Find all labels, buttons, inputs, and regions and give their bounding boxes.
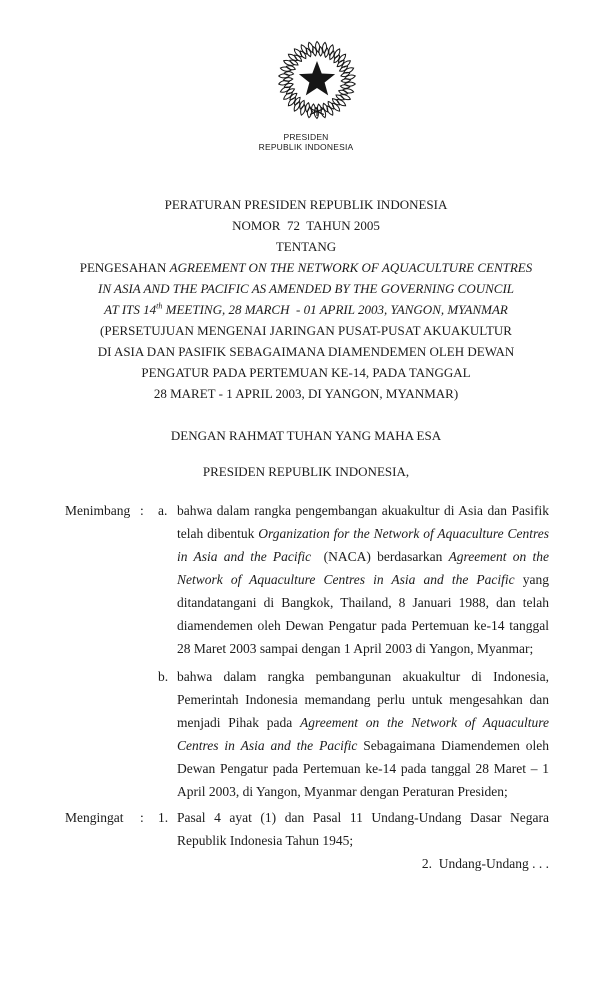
legal-basis-text-1: Pasal 4 ayat (1) dan Pasal 11 Undang-Undang Dasar Negara Republik Indonesia Tahun 1945; bbox=[177, 810, 549, 848]
subject-line-3 bbox=[0, 299, 612, 320]
subject-line-5: DI ASIA DAN PASIFIK SEBAGAIMANA DIAMENDEMEN OLEH DEWAN bbox=[97, 344, 515, 359]
regulation-title: PERATURAN PRESIDEN REPUBLIK INDONESIA bbox=[164, 197, 448, 212]
invocation-line: DENGAN RAHMAT TUHAN YANG MAHA ESA bbox=[170, 428, 442, 443]
mengingat-items bbox=[158, 806, 549, 852]
text-segment: bahwa dalam rangka pembangunan akuakultur di Indonesia, Pemerintah Indonesia memandang perlu untuk mengesahkan dan menjadi Pihak pada bbox=[177, 669, 549, 730]
menimbang-label: Menimbang bbox=[65, 503, 131, 518]
text-segment: yang ditandatangani di Bangkok, Thailand, 8 Januari 1988, dan telah diamendemen oleh Dewan Pengatur pada Pertemuan ke-14 tanggal 28 Maret 2003 sampai dengan 1 April 2003 di Yangon, Myanmar; bbox=[177, 572, 550, 656]
tentang-label: TENTANG bbox=[275, 239, 337, 254]
text-segment: (NACA) berdasarkan bbox=[311, 549, 449, 564]
item-marker: a. bbox=[158, 503, 168, 518]
legal-basis-item-1 bbox=[158, 806, 549, 852]
subject-line-1 bbox=[0, 257, 612, 278]
letterhead bbox=[0, 0, 612, 152]
mengingat-label: Mengingat bbox=[65, 810, 124, 825]
document-heading bbox=[0, 194, 612, 404]
consideration-text-a bbox=[177, 499, 549, 660]
star-icon bbox=[299, 61, 335, 95]
subject-italic: MEETING, 28 MARCH - 01 APRIL 2003, YANGON, MYANMAR bbox=[162, 302, 508, 317]
subject-plain: PENGESAHAN bbox=[79, 260, 170, 275]
seal-caption-line1: PRESIDEN bbox=[283, 132, 329, 142]
subject-italic: AGREEMENT ON THE NETWORK OF AQUACULTURE CENTRES bbox=[169, 260, 533, 275]
consideration-item-b bbox=[158, 665, 549, 803]
item-marker: b. bbox=[158, 669, 169, 684]
seal-caption bbox=[0, 132, 612, 152]
menimbang-section bbox=[65, 499, 549, 803]
presidential-star-seal bbox=[277, 40, 357, 120]
menimbang-items bbox=[158, 499, 549, 803]
ordinal-superscript: th bbox=[156, 301, 163, 311]
text-segment-italic: Agreement on the Network of Aquaculture Centres in Asia and the Pacific bbox=[177, 549, 549, 587]
subject-line-2: IN ASIA AND THE PACIFIC AS AMENDED BY THE GOVERNING COUNCIL bbox=[97, 281, 515, 296]
mengingat-section bbox=[65, 806, 549, 852]
authority-line: PRESIDEN REPUBLIK INDONESIA, bbox=[202, 464, 410, 479]
menimbang-colon: : bbox=[140, 503, 144, 518]
consideration-text-b bbox=[177, 665, 549, 803]
subject-italic: AT ITS 14 bbox=[104, 302, 157, 317]
regulation-number: NOMOR 72 TAHUN 2005 bbox=[232, 218, 380, 233]
catchword: 2. Undang-Undang . . . bbox=[421, 856, 549, 871]
text-segment-italic: Agreement on the Network of Aquaculture Centres in Asia and the Pacific bbox=[177, 715, 549, 753]
text-segment: Sebagaimana Diamendemen oleh Dewan Pengatur pada Pertemuan ke-14 pada tanggal 28 Maret – 1 April 2003, di Yangon, Myanmar dengan Peraturan Presiden; bbox=[177, 738, 549, 799]
text-segment: bahwa dalam rangka pengembangan akuakultur di Asia dan Pasifik telah dibentuk bbox=[177, 503, 549, 541]
subject-line-4: (PERSETUJUAN MENGENAI JARINGAN PUSAT-PUSAT AKUAKULTUR bbox=[100, 323, 512, 338]
subject-line-6: PENGATUR PADA PERTEMUAN KE-14, PADA TANGGAL bbox=[141, 365, 471, 380]
mengingat-colon: : bbox=[140, 810, 144, 825]
text-segment-italic: Organization for the Network of Aquaculture Centres in Asia and the Pacific bbox=[177, 526, 549, 564]
consideration-item-a bbox=[158, 499, 549, 660]
subject-line-7: 28 MARET - 1 APRIL 2003, DI YANGON, MYANMAR) bbox=[153, 386, 459, 401]
item-marker: 1. bbox=[158, 810, 169, 825]
seal-caption-line2: REPUBLIK INDONESIA bbox=[258, 142, 354, 152]
